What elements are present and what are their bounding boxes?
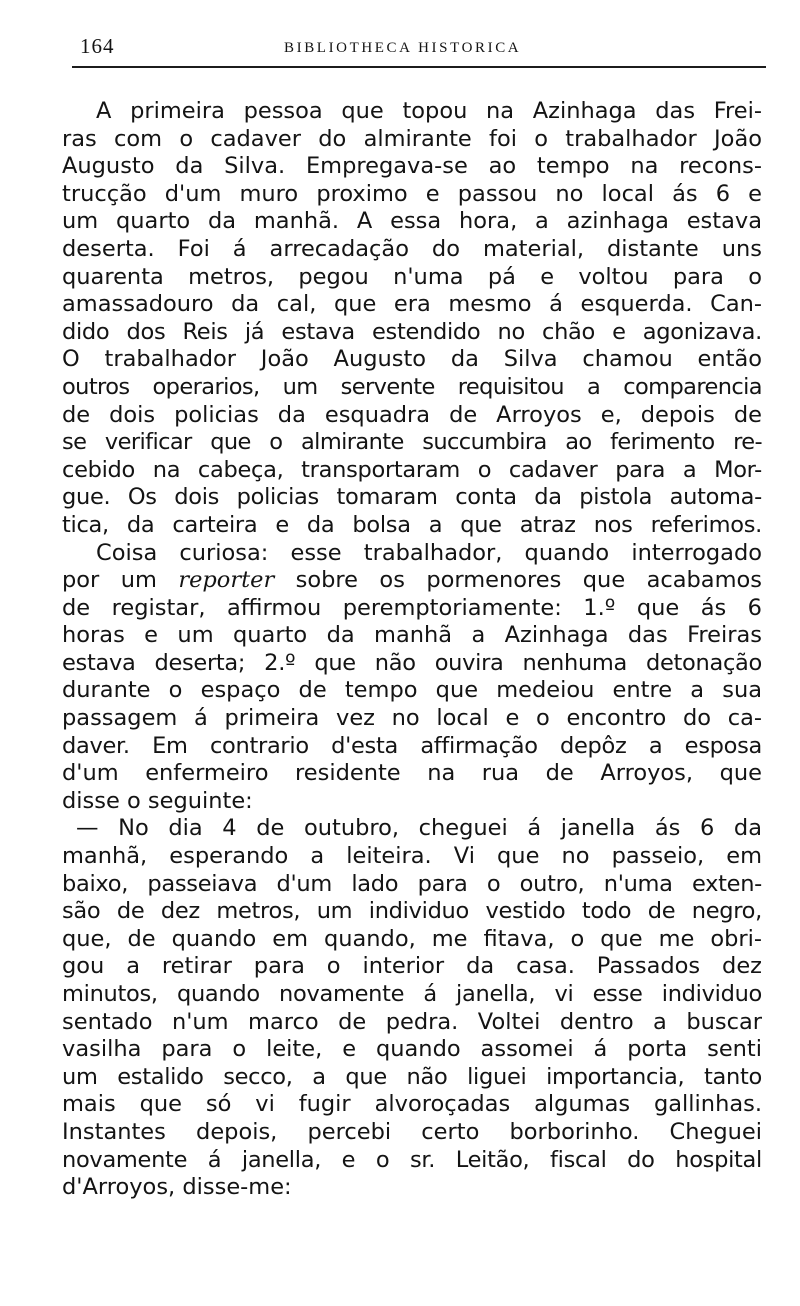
- text-line: disse o seguinte:: [62, 787, 253, 814]
- text-line: deserta. Foi á arrecadação do material, distante uns: [62, 235, 762, 262]
- text-line: quarenta metros, pegou n'uma pá e voltou para o: [62, 263, 762, 290]
- text-line: de dois policias da esquadra de Arroyos e, depois de: [62, 401, 762, 428]
- text-line: — No dia 4 de outubro, cheguei á janella ás 6 da: [76, 815, 762, 842]
- text-line: horas e um quarto da manhã a Azinhaga das Freiras: [62, 622, 762, 649]
- text-line: novamente á janella, e o sr. Leitão, fiscal do hospital: [62, 1146, 762, 1173]
- running-header: [72, 30, 766, 64]
- text-line: estava deserta; 2.º que não ouvira nenhuma detonação: [62, 649, 762, 676]
- text-line: A primeira pessoa que topou na Azinhaga das Frei-: [96, 98, 762, 124]
- header-rule: [72, 66, 766, 68]
- text-line: mais que só vi fugir alvoroçadas algumas gallinhas.: [62, 1091, 762, 1118]
- text-line: baixo, passeiava d'um lado para o outro, n'uma exten-: [62, 870, 762, 897]
- page-number: 164: [80, 34, 115, 58]
- text-line: sentado n'um marco de pedra. Voltei dentro a buscar: [62, 1008, 762, 1035]
- text-line: vasilha para o leite, e quando assomei á porta senti: [62, 1036, 762, 1063]
- book-title: BIBLIOTHECA HISTORICA: [284, 40, 522, 56]
- text-line: ras com o cadaver do almirante foi o trabalhador João: [62, 125, 762, 152]
- text-line: um quarto da manhã. A essa hora, a azinhaga estava: [62, 208, 762, 235]
- text-line: minutos, quando novamente á janella, vi esse individuo: [62, 981, 762, 1007]
- text-line: trucção d'um muro proximo e passou no local ás 6 e: [62, 180, 762, 207]
- text-line: um estalido secco, a que não liguei importancia, tanto: [62, 1063, 762, 1090]
- text-line: durante o espaço de tempo que medeiou entre a sua: [62, 677, 762, 704]
- text-line: passagem á primeira vez no local e o encontro do ca-: [62, 705, 762, 732]
- text-line: de registar, affirmou peremptoriamente: 1.º que ás 6: [62, 594, 762, 621]
- text-line: amassadouro da cal, que era mesmo á esquerda. Can-: [62, 291, 762, 318]
- text-line: [62, 567, 762, 595]
- text-segment: por um: [62, 567, 179, 594]
- text-line: daver. Em contrario d'esta affirmação depôz a esposa: [62, 732, 762, 759]
- text-line: que, de quando em quando, me fitava, o que me obri-: [62, 925, 762, 952]
- text-line: manhã, esperando a leiteira. Vi que no passeio, em: [62, 843, 762, 870]
- text-line: cebido na cabeça, transportaram o cadaver para a Mor-: [62, 456, 762, 483]
- text-line: d'Arroyos, disse-me:: [62, 1174, 292, 1201]
- text-line: se verificar que o almirante succumbira ao ferimento re-: [62, 429, 762, 456]
- text-line: gue. Os dois policias tomaram conta da pistola automa-: [62, 484, 762, 511]
- text-line: O trabalhador João Augusto da Silva chamou então: [62, 346, 762, 373]
- text-line: são de dez metros, um individuo vestido todo de negro,: [62, 898, 762, 925]
- text-line: dido dos Reis já estava estendido no chão e agonizava.: [62, 318, 762, 345]
- body-text: [62, 98, 762, 1202]
- text-line: outros operarios, um servente requisitou a comparencia: [62, 373, 762, 400]
- text-line: tica, da carteira e da bolsa a que atraz nos referimos.: [62, 511, 762, 538]
- text-line: gou a retirar para o interior da casa. Passados dez: [62, 953, 762, 980]
- text-segment: sobre os pormenores que acabamos: [274, 567, 763, 594]
- italic-word: reporter: [178, 567, 275, 594]
- text-line: Instantes depois, percebi certo borborinho. Cheguei: [62, 1118, 762, 1145]
- text-line: Augusto da Silva. Empregava-se ao tempo na recons-: [62, 153, 762, 180]
- text-line: Coisa curiosa: esse trabalhador, quando interrogado: [96, 539, 762, 566]
- text-line: d'um enfermeiro residente na rua de Arroyos, que: [62, 760, 762, 787]
